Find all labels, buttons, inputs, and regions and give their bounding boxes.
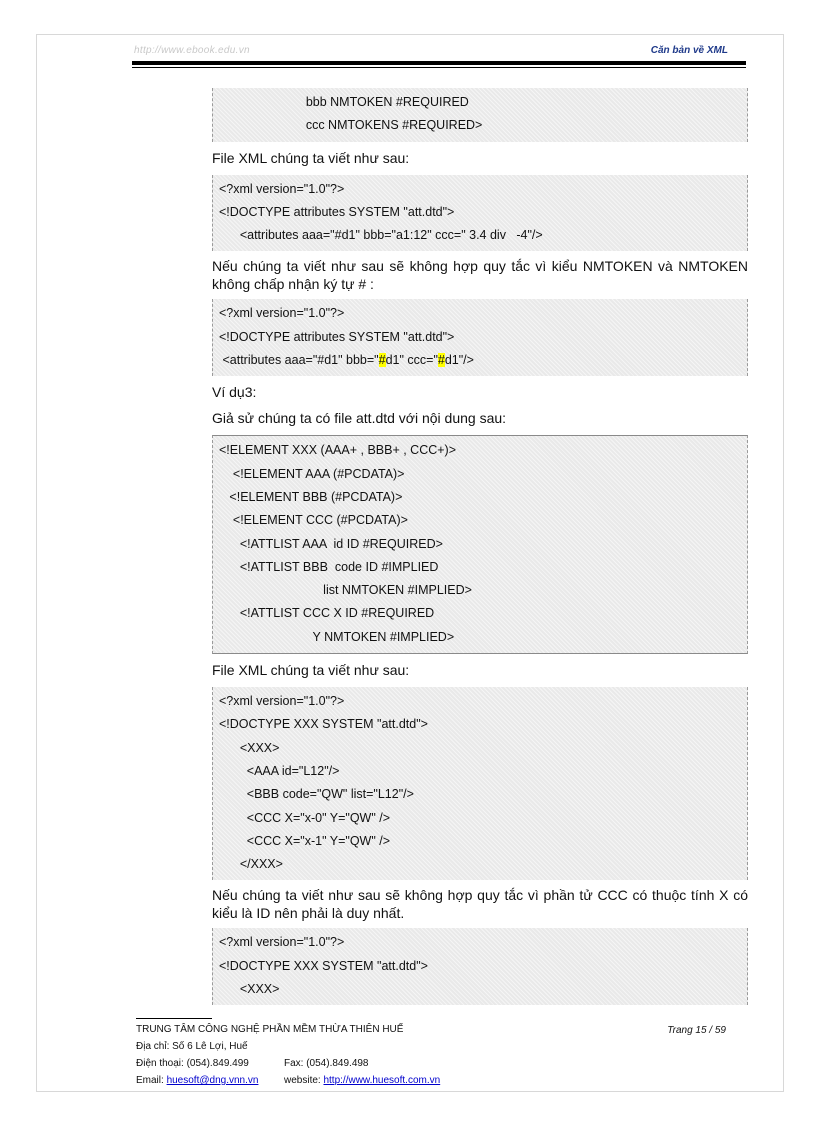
code-text: d1" ccc=" — [385, 353, 438, 368]
paragraph: Giả sử chúng ta có file att.dtd với nội dung sau: — [212, 410, 507, 427]
paragraph: File XML chúng ta viết như sau: — [212, 662, 410, 679]
code-line: <BBB code="QW" list="L12"/> — [219, 787, 414, 802]
footer-org: TRUNG TÂM CÔNG NGHỆ PHẦN MỀM THỪA THIÊN HUẾ — [136, 1024, 404, 1035]
footer-phone: Điện thoại: (054).849.499 — [136, 1058, 249, 1069]
code-text: d1"/> — [444, 353, 474, 368]
code-line: <?xml version="1.0"?> — [219, 181, 345, 196]
code-line: <!DOCTYPE attributes SYSTEM "att.dtd"> — [219, 204, 455, 219]
header-rule-thin — [132, 67, 746, 68]
code-line: <!ELEMENT BBB (#PCDATA)> — [219, 489, 403, 504]
footer-fax: Fax: (054).849.498 — [284, 1058, 369, 1069]
code-line: <!ELEMENT CCC (#PCDATA)> — [219, 513, 408, 528]
code-block-xml-invalid — [212, 299, 748, 376]
code-line: <?xml version="1.0"?> — [219, 935, 345, 950]
header-rule — [132, 61, 746, 65]
code-line: ccc NMTOKENS #REQUIRED> — [219, 118, 483, 133]
page-content — [212, 88, 748, 1005]
code-line: </XXX> — [219, 857, 283, 872]
code-line: <XXX> — [219, 982, 280, 997]
code-line: <CCC X="x-1" Y="QW" /> — [219, 833, 391, 848]
paragraph: File XML chúng ta viết như sau: — [212, 149, 410, 166]
header-url: http://www.ebook.edu.vn — [134, 45, 250, 56]
code-line: <!ATTLIST CCC X ID #REQUIRED — [219, 606, 435, 621]
code-line: <!ATTLIST AAA id ID #REQUIRED> — [219, 536, 443, 551]
code-line: <!DOCTYPE XXX SYSTEM "att.dtd"> — [219, 958, 428, 973]
code-line: <CCC X="x-0" Y="QW" /> — [219, 810, 391, 825]
highlighted-char: # — [378, 353, 386, 368]
code-line: <!DOCTYPE attributes SYSTEM "att.dtd"> — [219, 329, 455, 344]
footer-website-link[interactable]: http://www.huesoft.com.vn — [323, 1075, 441, 1086]
code-block-dtd-continuation — [212, 88, 748, 142]
code-block-xml-valid — [212, 175, 748, 252]
code-line: list NMTOKEN #IMPLIED> — [219, 583, 472, 598]
footer-rule — [136, 1018, 212, 1019]
code-line: <attributes aaa="#d1" bbb="a1:12" ccc=" 3.4 div -4"/> — [219, 228, 543, 243]
footer-email-row — [136, 1075, 258, 1086]
code-line: <?xml version="1.0"?> — [219, 306, 345, 321]
example-heading: Ví dụ3: — [212, 384, 257, 401]
code-line: <!ELEMENT AAA (#PCDATA)> — [219, 466, 405, 481]
code-block-dtd — [212, 435, 748, 654]
footer-email-link[interactable]: huesoft@dng.vnn.vn — [166, 1075, 259, 1086]
footer-website-row — [284, 1075, 440, 1086]
code-text: <attributes aaa="#d1" bbb=" — [219, 353, 379, 368]
header-title: Căn bản về XML — [650, 45, 728, 56]
code-line: <XXX> — [219, 740, 280, 755]
code-block-xml-duplicate-id — [212, 928, 748, 1005]
footer-address: Địa chỉ: Số 6 Lê Lợi, Huế — [136, 1041, 248, 1052]
footer-website-label: website: — [284, 1075, 324, 1086]
code-line: <AAA id="L12"/> — [219, 763, 340, 778]
page-number: Trang 15 / 59 — [667, 1025, 726, 1036]
code-line: <!ATTLIST BBB code ID #IMPLIED — [219, 559, 439, 574]
code-line: <?xml version="1.0"?> — [219, 694, 345, 709]
paragraph: Nếu chúng ta viết như sau sẽ không hợp quy tắc vì phần tử CCC có thuộc tính X có kiểu là ID nên phải là duy nhất. — [212, 887, 748, 922]
code-line: Y NMTOKEN #IMPLIED> — [219, 629, 455, 644]
footer-email-label: Email: — [136, 1075, 167, 1086]
code-line: <!ELEMENT XXX (AAA+ , BBB+ , CCC+)> — [219, 443, 457, 458]
code-line-highlighted — [219, 349, 747, 372]
code-block-xml-example — [212, 687, 748, 880]
paragraph: Nếu chúng ta viết như sau sẽ không hợp quy tắc vì kiểu NMTOKEN và NMTOKEN không chấp nhận ký tự # : — [212, 258, 748, 293]
highlighted-char: # — [437, 353, 445, 368]
code-line: bbb NMTOKEN #REQUIRED — [219, 95, 469, 109]
code-line: <!DOCTYPE XXX SYSTEM "att.dtd"> — [219, 717, 428, 732]
